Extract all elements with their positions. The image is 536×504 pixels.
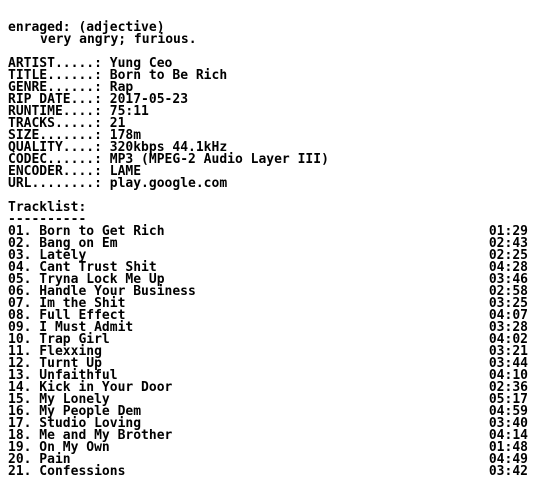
definition-meaning: very angry; furious. <box>40 32 197 47</box>
tracklist-heading: Tracklist: <box>8 200 87 215</box>
info-label: QUALITY....: <box>8 140 102 155</box>
track-duration: 02:25 <box>488 248 528 263</box>
info-value: 178m <box>109 128 142 143</box>
info-label: CODEC......: <box>8 152 102 167</box>
track-title: 04. Cant Trust Shit <box>8 260 157 275</box>
track-duration: 04:14 <box>488 428 528 443</box>
info-value: play.google.com <box>109 176 228 191</box>
info-value: 2017-05-23 <box>109 92 189 107</box>
track-row <box>8 466 528 478</box>
track-row <box>8 442 528 454</box>
track-duration: 04:07 <box>488 308 528 323</box>
info-value: 75:11 <box>109 104 149 119</box>
track-title: 10. Trap Girl <box>8 332 110 347</box>
track-title: 05. Tryna Lock Me Up <box>8 272 165 287</box>
info-label: ENCODER....: <box>8 164 102 179</box>
info-label: RIP DATE...: <box>8 92 102 107</box>
info-label: TRACKS.....: <box>8 116 102 131</box>
track-title: 03. Lately <box>8 248 87 263</box>
info-value: Born to Be Rich <box>109 68 228 83</box>
track-duration: 04:02 <box>488 332 528 347</box>
track-title: 17. Studio Loving <box>8 416 142 431</box>
track-title: 08. Full Effect <box>8 308 126 323</box>
info-label: SIZE.......: <box>8 128 102 143</box>
track-title: 14. Kick in Your Door <box>8 380 173 395</box>
tracklist <box>8 226 528 478</box>
track-title: 11. Flexxing <box>8 344 102 359</box>
track-duration: 03:44 <box>488 356 528 371</box>
definition-term: enraged: (adjective) <box>8 20 165 35</box>
info-row <box>8 178 528 190</box>
track-duration: 03:25 <box>488 296 528 311</box>
track-duration: 05:17 <box>488 392 528 407</box>
track-duration: 04:59 <box>488 404 528 419</box>
track-title: 13. Unfaithful <box>8 368 118 383</box>
info-label: GENRE......: <box>8 80 102 95</box>
track-duration: 03:42 <box>488 464 528 479</box>
info-value: Yung Ceo <box>109 56 173 71</box>
track-title: 15. My Lonely <box>8 392 110 407</box>
track-duration: 04:10 <box>488 368 528 383</box>
track-duration: 03:28 <box>488 320 528 335</box>
info-label: ARTIST.....: <box>8 56 102 71</box>
info-label: TITLE......: <box>8 68 102 83</box>
track-title: 06. Handle Your Business <box>8 284 196 299</box>
track-duration: 03:21 <box>488 344 528 359</box>
track-title: 21. Confessions <box>8 464 126 479</box>
track-title: 19. On My Own <box>8 440 110 455</box>
track-title: 18. Me and My Brother <box>8 428 173 443</box>
info-value: MP3 (MPEG-2 Audio Layer III) <box>109 152 329 167</box>
track-duration: 03:46 <box>488 272 528 287</box>
track-duration: 04:49 <box>488 452 528 467</box>
track-title: 07. Im the Shit <box>8 296 126 311</box>
track-duration: 02:58 <box>488 284 528 299</box>
info-label: URL........: <box>8 176 102 191</box>
track-title: 01. Born to Get Rich <box>8 224 165 239</box>
track-duration: 03:40 <box>488 416 528 431</box>
track-duration: 01:29 <box>488 224 528 239</box>
release-info <box>8 58 528 190</box>
spacer <box>8 190 528 202</box>
track-duration: 04:28 <box>488 260 528 275</box>
track-title: 16. My People Dem <box>8 404 142 419</box>
info-value: 21 <box>109 116 126 131</box>
track-duration: 01:48 <box>488 440 528 455</box>
track-title: 12. Turnt Up <box>8 356 102 371</box>
track-title: 20. Pain <box>8 452 71 467</box>
tracklist-underline: ---------- <box>8 212 87 227</box>
info-value: Rap <box>109 80 134 95</box>
track-title: 09. I Must Admit <box>8 320 134 335</box>
info-value: 320kbps 44.1kHz <box>109 140 228 155</box>
nfo-document <box>8 22 528 478</box>
track-title: 02. Bang on Em <box>8 236 118 251</box>
info-value: LAME <box>109 164 142 179</box>
track-duration: 02:36 <box>488 380 528 395</box>
info-label: RUNTIME....: <box>8 104 102 119</box>
track-duration: 02:43 <box>488 236 528 251</box>
